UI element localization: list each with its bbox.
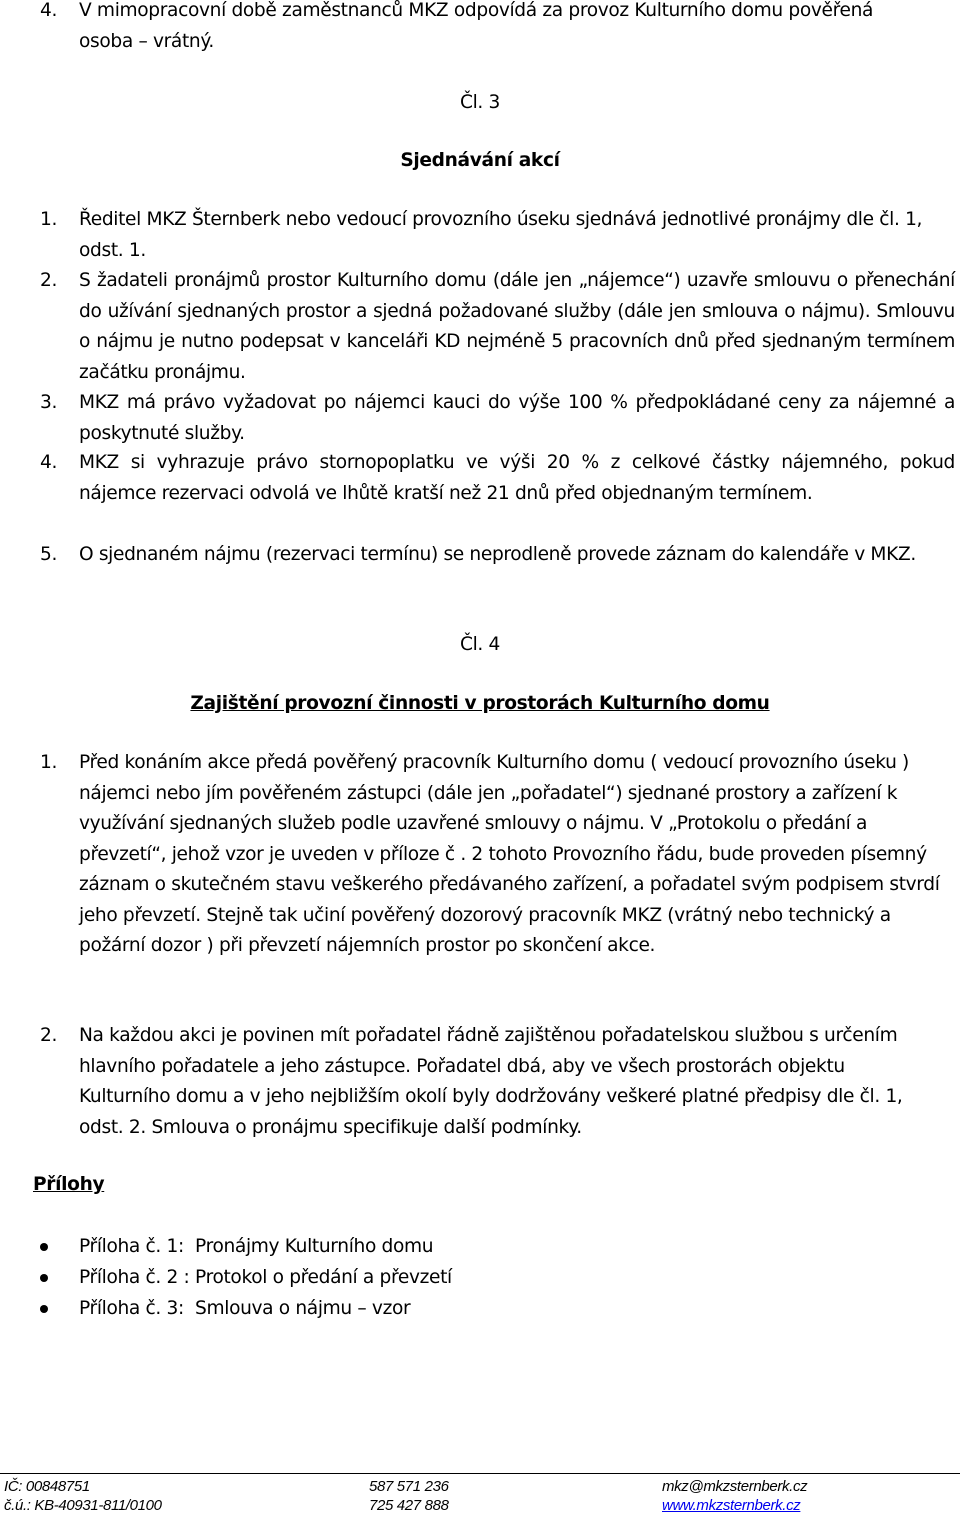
list-item — [0, 1293, 960, 1324]
phone-number: 725 427 888 — [369, 1497, 449, 1514]
list-item — [0, 1262, 960, 1293]
footer-divider — [0, 1473, 960, 1474]
list-text: V mimopracovní době zaměstnanců MKZ odpovídá za provoz Kulturního domu pověřená osoba – vrátný. — [79, 0, 874, 52]
list-number: 1. — [40, 752, 58, 773]
list-number: 2. — [40, 270, 58, 291]
bullet-icon — [40, 1243, 48, 1251]
list-item — [0, 1231, 960, 1262]
bullet-icon — [40, 1305, 48, 1313]
article-label: Čl. 3 — [459, 92, 501, 113]
article-title: Sjednávání akcí — [400, 150, 560, 171]
attachments-list — [0, 1231, 960, 1324]
email-address: mkz@mkzsternberk.cz — [662, 1478, 808, 1495]
list-number: 4. — [40, 452, 58, 473]
list-text: S žadateli pronájmů prostor Kulturního domu (dále jen „nájemce“) uzavře smlouvu o přenechání do užívání sjednaných prostor a sjedná požadované služby (dále jen smlouva o nájmu). Smlouvu o nájmu je nutno podepsat v kanceláři KD nejméně 5 pracovních dnů před sjednaným termínem začátku pronájmu. — [79, 270, 955, 383]
list-number: 1. — [40, 209, 58, 230]
list-number: 2. — [40, 1025, 58, 1046]
attachment-label: Příloha č. 1: Pronájmy Kulturního domu — [79, 1236, 434, 1257]
list-number: 3. — [40, 392, 58, 413]
attachment-label: Příloha č. 2 : Protokol o předání a převzetí — [79, 1267, 452, 1288]
phone-number: 587 571 236 — [369, 1478, 449, 1495]
list-text: MKZ si vyhrazuje právo stornopoplatku ve výši 20 % z celkové částky nájemného, pokud nájemce rezervaci odvolá ve lhůtě kratší než 21 dnů před objednaným termínem. — [79, 452, 955, 504]
list-text: Na každou akci je povinen mít pořadatel řádně zajištěnou pořadatelskou službou s určením hlavního pořadatele a jeho zástupce. Pořadatel dbá, aby ve všech prostorách objektu Kulturního domu a v jeho nejbližším okolí byly dodržovány veškeré platné předpisy dle čl. 1, odst. 2. Smlouva o pronájmu specifikuje další podmínky. — [79, 1025, 903, 1138]
list-number: 4. — [40, 0, 58, 21]
attachments-heading: Přílohy — [33, 1174, 105, 1195]
bullet-icon — [40, 1274, 48, 1282]
bank-account: č.ú.: KB-40931-811/0100 — [4, 1497, 162, 1514]
footer-contacts — [662, 1477, 807, 1515]
list-text: O sjednaném nájmu (rezervaci termínu) se neprodleně provede záznam do kalendáře v MKZ. — [79, 544, 916, 565]
footer-phones — [369, 1477, 449, 1515]
article-label: Čl. 4 — [459, 634, 501, 655]
list-number: 5. — [40, 544, 58, 565]
company-id: IČ: 00848751 — [4, 1478, 90, 1495]
list-text: Před konáním akce předá pověřený pracovník Kulturního domu ( vedoucí provozního úseku ) nájemci nebo jím pověřeném zástupci (dále jen „pořadatel“) sjednané prostory a zařízení k využívání sjednaných služeb podle uzavřené smlouvy o nájmu. V „Protokolu o předání a převzetí“, jehož vzor je uveden v příloze č . 2 tohoto Provozního řádu, bude proveden písemný záznam o skutečném stavu veškerého předávaného zařízení, a pořadatel svým podpisem stvrdí jeho převzetí. Stejně tak učiní pověřený dozorový pracovník MKZ (vrátný nebo technický a požární dozor ) při převzetí nájemních prostor po skončení akce. — [79, 752, 940, 956]
list-text: Ředitel MKZ Šternberk nebo vedoucí provozního úseku sjednává jednotlivé pronájmy dle čl. 1, odst. 1. — [79, 209, 923, 261]
footer-company-ids — [4, 1477, 162, 1515]
article-title: Zajištění provozní činnosti v prostorách Kulturního domu — [190, 693, 770, 714]
list-text: MKZ má právo vyžadovat po nájemci kauci do výše 100 % předpokládané ceny za nájemné a poskytnuté služby. — [79, 392, 955, 444]
attachment-label: Příloha č. 3: Smlouva o nájmu – vzor — [79, 1298, 411, 1319]
website-link[interactable]: www.mkzsternberk.cz — [662, 1497, 801, 1514]
